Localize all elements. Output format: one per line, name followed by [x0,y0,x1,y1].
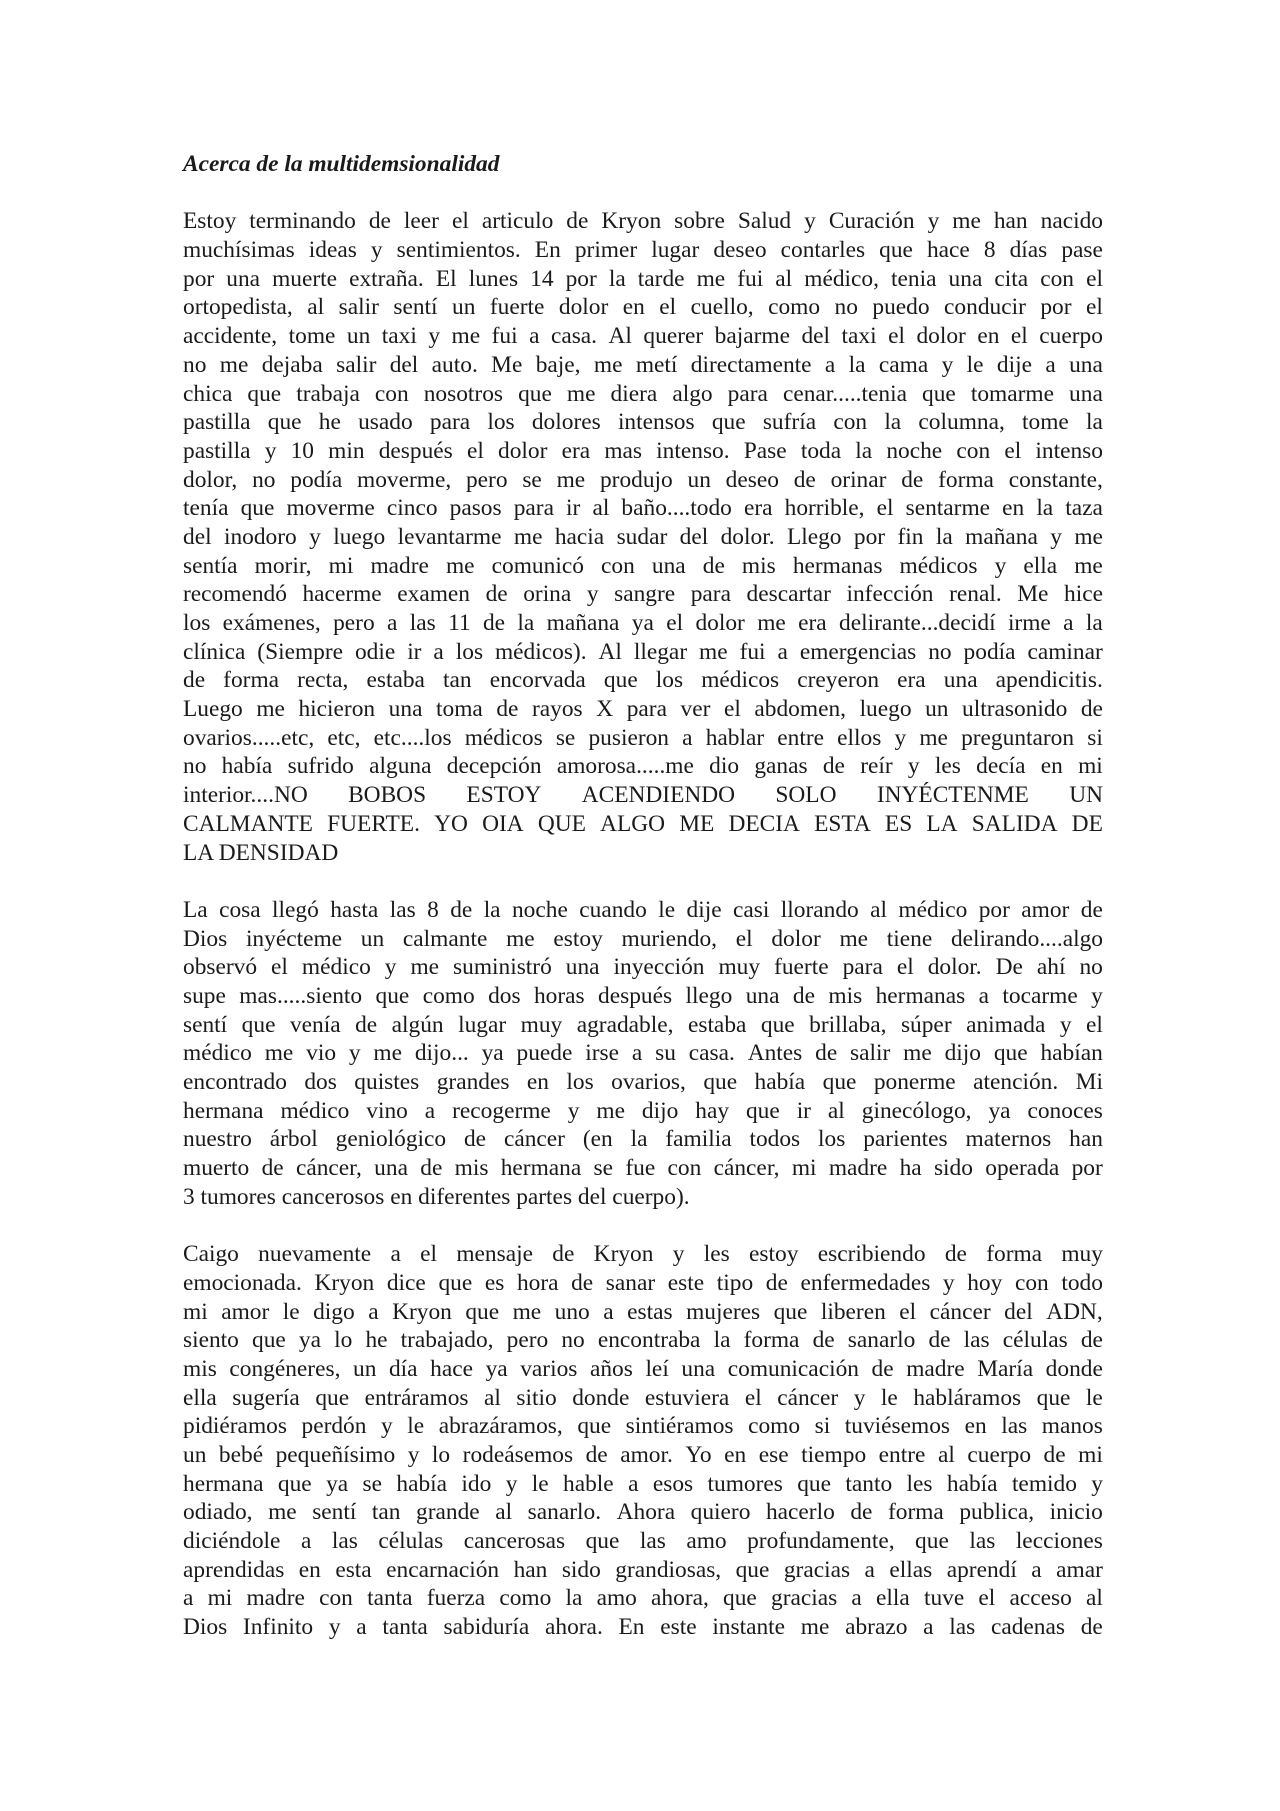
text-line: 3 tumores cancerosos en diferentes partes del cuerpo). [183,1183,690,1210]
paragraph [183,207,1103,867]
text-line: CALMANTE FUERTE. YO OIA QUE ALGO ME DECIA ESTA ES LA SALIDA DE [183,810,1103,837]
text-line: clínica (Siempre odie ir a los médicos). Al llegar me fui a emergencias no podía caminar [183,638,1103,665]
text-line: pastilla y 10 min después el dolor era mas intenso. Pase toda la noche con el intenso [183,437,1103,464]
text-line: encontrado dos quistes grandes en los ovarios, que había que ponerme atención. Mi [183,1069,1103,1096]
text-line: emocionada. Kryon dice que es hora de sanar este tipo de enfermedades y hoy con todo [183,1269,1103,1296]
text-line: ella sugería que entráramos al sitio donde estuviera el cáncer y le habláramos que le [183,1384,1103,1411]
text-line: muerto de cáncer, una de mis hermana se fue con cáncer, mi madre ha sido operada por [183,1155,1103,1182]
text-line: La cosa llegó hasta las 8 de la noche cuando le dije casi llorando al médico por amor de [183,896,1103,923]
text-line: médico me vio y me dijo... ya puede irse a su casa. Antes de salir me dijo que habían [183,1040,1103,1067]
text-line: Dios Infinito y a tanta sabiduría ahora. En este instante me abrazo a las cadenas de [183,1614,1103,1641]
text-line: ovarios.....etc, etc, etc....los médicos se pusieron a hablar entre ellos y me preguntaron si [183,724,1103,751]
text-line: siento que ya lo he trabajado, pero no encontraba la forma de sanarlo de las células de [183,1327,1103,1354]
text-line: de forma recta, estaba tan encorvada que los médicos creyeron era una apendicitis. [183,667,1103,694]
text-line: no había sufrido alguna decepción amorosa.....me dio ganas de reír y les decía en mi [183,753,1103,780]
text-line: un bebé pequeñísimo y lo rodeásemos de amor. Yo en ese tiempo entre al cuerpo de mi [183,1441,1103,1468]
text-line: chica que trabaja con nosotros que me diera algo para cenar.....tenia que tomarme una [183,380,1103,407]
text-line: nuestro árbol geniológico de cáncer (en la familia todos los parientes maternos han [183,1126,1103,1153]
document-title: Acerca de la multidemsionalidad [183,151,500,177]
text-line: mi amor le digo a Kryon que me uno a estas mujeres que liberen el cáncer del ADN, [183,1298,1103,1325]
text-line: diciéndole a las células cancerosas que las amo profundamente, que las lecciones [183,1528,1103,1555]
text-line: sentía morir, mi madre me comunicó con una de mis hermanas médicos y ella me [183,552,1103,579]
text-line: por una muerte extraña. El lunes 14 por la tarde me fui al médico, tenia una cita con el [183,265,1103,292]
text-line: pastilla que he usado para los dolores intensos que sufría con la columna, tome la [183,409,1103,436]
text-line: ortopedista, al salir sentí un fuerte dolor en el cuello, como no puedo conducir por el [183,294,1103,321]
text-line: recomendó hacerme examen de orina y sangre para descartar infección renal. Me hice [183,581,1103,608]
text-line: dolor, no podía moverme, pero se me produjo un deseo de orinar de forma constante, [183,466,1103,493]
text-line: LA DENSIDAD [183,839,339,866]
text-line: Estoy terminando de leer el articulo de Kryon sobre Salud y Curación y me han nacido [183,208,1103,235]
text-line: pidiéramos perdón y le abrazáramos, que sintiéramos como si tuviésemos en las manos [183,1413,1103,1440]
text-line: Dios inyécteme un calmante me estoy muriendo, el dolor me tiene delirando....algo [183,925,1103,952]
text-line: interior....NO BOBOS ESTOY ACENDIENDO SOLO INYÉCTENME UN [183,782,1103,809]
text-line: tenía que moverme cinco pasos para ir al baño....todo era horrible, el sentarme en la taza [183,495,1103,522]
text-line: a mi madre con tanta fuerza como la amo ahora, que gracias a ella tuve el acceso al [183,1585,1103,1612]
text-line: odiado, me sentí tan grande al sanarlo. Ahora quiero hacerlo de forma publica, inicio [183,1499,1103,1526]
paragraph [183,1240,1103,1642]
text-line: sentí que venía de algún lugar muy agradable, estaba que brillaba, súper animada y el [183,1011,1103,1038]
text-line: accidente, tome un taxi y me fui a casa. Al querer bajarme del taxi el dolor en el cuerpo [183,323,1103,350]
text-line: los exámenes, pero a las 11 de la mañana ya el dolor me era delirante...decidí irme a la [183,610,1103,637]
text-line: muchísimas ideas y sentimientos. En primer lugar deseo contarles que hace 8 días pase [183,237,1103,264]
text-line: aprendidas en esta encarnación han sido grandiosas, que gracias a ellas aprendí a amar [183,1556,1103,1583]
text-line: supe mas.....siento que como dos horas después llego una de mis hermanas a tocarme y [183,982,1103,1009]
document-body [183,150,1103,1642]
text-line: Luego me hicieron una toma de rayos X para ver el abdomen, luego un ultrasonido de [183,696,1103,723]
text-line: mis congéneres, un día hace ya varios años leí una comunicación de madre María donde [183,1355,1103,1382]
text-line: no me dejaba salir del auto. Me baje, me metí directamente a la cama y le dije a una [183,351,1103,378]
text-line: Caigo nuevamente a el mensaje de Kryon y les estoy escribiendo de forma muy [183,1241,1103,1268]
text-line: del inodoro y luego levantarme me hacia sudar del dolor. Llego por fin la mañana y me [183,523,1103,550]
text-line: hermana médico vino a recogerme y me dijo hay que ir al ginecólogo, ya conoces [183,1097,1103,1124]
paragraph [183,896,1103,1212]
text-line: observó el médico y me suministró una inyección muy fuerte para el dolor. De ahí no [183,954,1103,981]
text-line: hermana que ya se había ido y le hable a esos tumores que tanto les había temido y [183,1470,1103,1497]
paragraphs-container [183,207,1103,1641]
